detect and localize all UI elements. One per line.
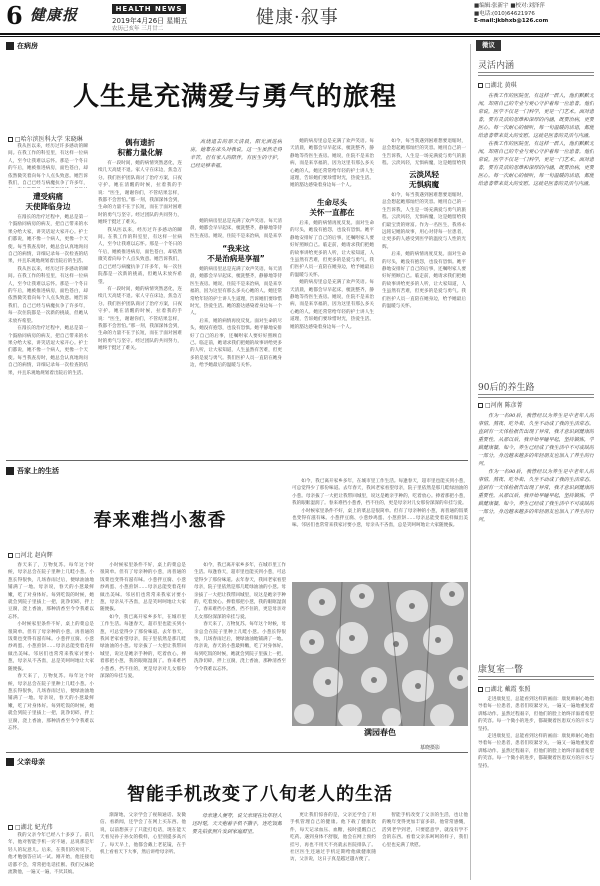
flower-photo bbox=[292, 582, 468, 740]
phone: ■电话:(010)64621976 bbox=[474, 10, 535, 17]
article1-col4-top: 她的病房里总是充满了欢声笑语。每天清晨，她都会早早起床，梳洗整齐，静静地等待医生查房。她说，住院不是来治病，而是来享福的，因为这里有那么多关心她的人。她还常常给年轻的护士讲人生道理，告诉她们要珍惜时光，热爱生活。她的豁达感染着身边每一个人。 bbox=[290, 139, 374, 189]
email: E-mail:jkbhxb@126.com bbox=[474, 18, 549, 24]
article1-subhead-1: 遭受病痛 天使降临身边 bbox=[25, 192, 71, 211]
article3-col5: 智能手机改变了父亲的生活，也让他的晚年变得更加丰富多彩。他常常感慨，活到老学到老，只要愿意学，就没有学不会的东西。看着父亲乐呵呵的样子，我们心里也充满了欣慰。 bbox=[382, 813, 468, 848]
photo-caption: 满园春色 bbox=[292, 726, 468, 740]
page-header bbox=[0, 0, 600, 30]
page-number: 6 bbox=[6, 1, 23, 30]
sidebar-ornament-2 bbox=[478, 394, 594, 398]
article1-col3-body: 她的病房里总是充满了欢声笑语。每天清晨，她都会早早起床，梳洗整齐，静静地等待医生查房。她说，住院不是来治病，而是来享福的，因为这里有那么多关心她的人。她还常常给年轻的护士讲人生道理，告诉她们要珍惜时光，热爱生活。她的豁达感染着身边每一个人。 后来，她的病情再度反复。面对生命的尽头，她没有抱怨，也没有恐惧。她平静地安排好了自己的后事，还嘱咐家人要好好照顾自己。临走前，她请求我们把她的故事讲给更多的人听，让大家知道，人生虽然有苦难，但更多的是爱与勇气。我们医护人员一直陪在她身边，给予她最后的温暖与关怀。 bbox=[190, 267, 282, 369]
article1-col1-top: 我从医以来，经历过许多感动的瞬间。在我工作的科室里，有这样一位病人，至今让我难以忘怀。那是一个冬日的午后，她被推进病房，面色苍白，却依然微笑着向每个人点头致意。她告诉我们，自己已经与病魔抗争了许多年， bbox=[8, 144, 88, 187]
article1-byline: □哈尔滨医科大学 宋晓琳 bbox=[8, 134, 83, 143]
article2-bottom-rule bbox=[6, 752, 468, 753]
sidebar-block3-text: 走进康复室，总能看到这样的画面：康复师耐心地指导着每一位患者，患者们咬紧牙关，一遍又一遍地重复着训练动作。虽然过程艰辛，但他们的脸上始终洋溢着希望的笑容。每一个微小的进步，都凝聚着医患双方的汗水与坚持。 走进康复室，总能看到这样的画面：康复师耐心地指导着每一位患者，患者们咬紧牙关，一遍又一遍地重复着训练动作。虽然过程艰辛，但他们的脸上始终洋溢着希望的笑容。每一个微小的进步，都凝聚着医患双方的汗水与坚持。 bbox=[478, 697, 594, 769]
header-rule bbox=[0, 33, 600, 35]
article1-subhead-5: 云淡风轻 无惧病魔 bbox=[409, 170, 439, 189]
sidebar-ornament-3 bbox=[478, 676, 594, 680]
article1-col5-top: 如今，每当我遇到困难想要退缩时，总会想起她那灿烂的笑容。她用自己的一生告诉我，人生是一场充满爱与勇气的旅程。云淡风轻，无惧病魔，这是她留给我 bbox=[382, 139, 466, 167]
sidebar-block1-text: 在我工作的医院里，有这样一群人，他们默默无闻，却用自己的专业与爱心守护着每一位患者。他们常说，医学不仅是一门科学，更是一门艺术。面对患者，要有灵活的思维和深厚的内涵，既要治病，更要医心。每一次耐心的倾听，每一句温暖的话语，都能给患者带来莫大的安慰。这就是医者的灵活与内涵。 在我工作的医院里，有这样一群人，他们默默无闻，却用自己的专业与爱心守护着每一位患者。他们常说，医学不仅是一门科学，更是一门艺术。面对患者，要有灵活的思维和深厚的内涵，既要治病，更要医心。每一次耐心的倾听，每一句温暖的话语，都能给患者带来莫大的安慰。这就是医者的灵活与内涵。 bbox=[478, 93, 594, 187]
article1-headline: 人生是充满爱与勇气的旅程 bbox=[72, 82, 397, 112]
article1-col3-quote: 高烧退去的那天清晨，阳光洒进病房，她靠在床头对我说，这一生虽然走得辛苦，但有家人的陪伴，有医生的守护，已经足够幸福。 bbox=[190, 139, 282, 169]
sidebar-block1-byline: □湖北 黄琪 bbox=[478, 80, 517, 89]
editor: ■编辑:张新宇 bbox=[474, 3, 509, 9]
article1-subhead-2: 偶有遗折 积蓄力量化解 bbox=[117, 138, 163, 157]
article3-col3-quote: 母亲逢人便夸，说父亲现在比年轻人还时髦，天天抱着手机不撒手，连吃饭都要先拍张照片发到家庭群里。 bbox=[192, 813, 282, 835]
article1-col4-body: 后来，她的病情再度反复。面对生命的尽头，她没有抱怨，也没有恐惧。她平静地安排好了自己的后事，还嘱咐家人要好好照顾自己。临走前，她请求我们把她的故事讲给更多的人听，让大家知道，人生虽然有苦难，但更多的是爱与勇气。我们医护人员一直陪在她身边，给予她最后的温暖与关怀。 她的病房里总是充满了欢声笑语。每天清晨，她都会早早起床，梳洗整齐，静静地等待医生查房。她说，住院不是来治病，而是来享福的，因为这里有那么多关心她的人。她还常常给年轻的护士讲人生道理，告诉她们要珍惜时光，热爱生活。她的豁达感染着身边每一个人。 bbox=[290, 221, 374, 330]
article2-col3: 如今，我已离开家乡多年，在城市里工作生活。每逢春天，超市里也能买到小葱，可总觉得少了那份味道。去年春天，我回老家看望母亲，院子里依然是那几畦绿油油的小葱。母亲拔了一大把让我带回城里，说这是她亲手种的，吃着放心。捧着那把小葱，我的眼眶湿润了。春来难挡小葱香，挡不住的，更是母亲对儿女那份深深的牵挂与爱。 春天来了，万物复苏。每年这个时候，母亲总会在院子里种上几畦小葱。小葱长得很快，几场春雨过后，便绿油油地铺满了一地。母亲说，春天的小葱最鲜嫩，吃了对身体好。每到吃饭的时候，她就会到院子里拔上一把，洗净切碎，拌上豆腐，浇上香油，那种清香至今令我难以忘怀。 bbox=[194, 563, 286, 672]
sidebar-tag: 微议 bbox=[476, 40, 501, 51]
article2-byline: □河北 赵向辉 bbox=[8, 550, 53, 559]
sidebar-block2-title: 90后的养生路 bbox=[478, 383, 535, 393]
proofreader: ■校对:刘泽萍 bbox=[510, 3, 545, 9]
article2-headline: 春来难挡小葱香 bbox=[93, 510, 227, 531]
article1-bottom-rule bbox=[6, 460, 468, 461]
article2-col4: 如今，我已离开家乡多年，在城市里工作生活。每逢春天，超市里也能买到小葱，可总觉得少了那份味道。去年春天，我回老家看望母亲，院子里依然是那几畦绿油油的小葱。母亲拔了一大把让我带回城里，说这是她亲手种的，吃着放心。捧着那把小葱，我的眼眶湿润了。春来难挡小葱香，挡不住的，更是母亲对儿女那份深深的牵挂与爱。 小时候家里条件不好，桌上的菜总是很简单。但有了母亲种的小葱，再普通的饭菜也变得有滋有味。小葱拌豆腐、小葱炒鸡蛋、小葱煎饼……母亲总能变着花样做出美味。邻居们也常常来我家讨要小葱，母亲从不吝啬，总是笑呵呵地让大家随便拔。 bbox=[292, 479, 468, 529]
sidebar-block2-byline: □河南 陈彦菁 bbox=[478, 400, 523, 409]
issue-date: 2019年4月26日 星期五 bbox=[112, 17, 188, 25]
paper-logo: 健康报 bbox=[30, 6, 79, 24]
section-tag-ward: 在病房 bbox=[6, 40, 38, 52]
sidebar-block3-title: 康复室一瞥 bbox=[478, 665, 524, 675]
article3-byline: □湖北 妃光伟 bbox=[8, 822, 53, 831]
article2-col2: 小时候家里条件不好，桌上的菜总是很简单。但有了母亲种的小葱，再普通的饭菜也变得有滋有味。小葱拌豆腐、小葱炒鸡蛋、小葱煎饼……母亲总能变着花样做出美味。邻居们也常常来我家讨要小葱，母亲从不吝啬，总是笑呵呵地让大家随便拔。 如今，我已离开家乡多年，在城市里工作生活。每逢春天，超市里也能买到小葱，可总觉得少了那份味道。去年春天，我回老家看望母亲，院子里依然是那几畦绿油油的小葱。母亲拔了一大把让我带回城里，说这是她亲手种的，吃着放心。捧着那把小葱，我的眼眶湿润了。春来难挡小葱香，挡不住的，更是母亲对儿女那份深深的牵挂与爱。 bbox=[100, 563, 186, 680]
photo-credit: 慕晓摄影 bbox=[420, 745, 441, 751]
article1-subhead-3: “我来这 不是治病是享福” bbox=[207, 244, 265, 263]
header-rule-thin bbox=[0, 36, 600, 37]
article3-col4: 更让我们惊喜的是，父亲还学会了用手机管理自己的健康。他下载了健康软件，每天记录血压、血糖，按时提醒自己吃药。遇到身体不舒服，他会在网上预约挂号，再也不用天不亮就去医院排队了。社区医生还通过手机定期给他做健康随访，父亲说，这日子真是越过越方便了。 bbox=[290, 813, 376, 863]
sidebar-divider bbox=[470, 44, 471, 880]
article1-col3-mid: 她的病房里总是充满了欢声笑语。每天清晨，她都会早早起床，梳洗整齐，静静地等待医生查房。她说，住院不是来治病，而是来享 bbox=[190, 219, 282, 239]
article3-col2: 渐渐地，父亲学会了视频通话、发微信、看新闻，还学会了在网上买东西。他说，以前想孩子了只能打电话，现在能天天看见孙子孙女的模样，心里别提多高兴了。每天早上，他都会戴上老花镜，在手机上看看天下大事，然后讲给母亲听。 bbox=[100, 813, 186, 856]
article1-col5-body: 如今，每当我遇到困难想要退缩时，总会想起她那灿烂的笑容。她用自己的一生告诉我，人生是一场充满爱与勇气的旅程。云淡风轻，无惧病魔，这是她留给我们最宝贵的财富。作为一名医生，我将永远铭记她的故事，用心对待每一位患者，让更多的人感受到医学的温度与人性的光辉。 后来，她的病情再度反复。面对生命的尽头，她没有抱怨，也没有恐惧。她平静地安排好了自己的后事，还嘱咐家人要好好照顾自己。临走前，她请求我们把她的故事讲给更多的人听，让大家知道，人生虽然有苦难，但更多的是爱与勇气。我们医护人员一直陪在她身边，给予她最后的温暖与关怀。 bbox=[382, 193, 466, 310]
article2-col1: 春天来了，万物复苏。每年这个时候，母亲总会在院子里种上几畦小葱。小葱长得很快，几场春雨过后，便绿油油地铺满了一地。母亲说，春天的小葱最鲜嫩，吃了对身体好。每到吃饭的时候，她就会到院子里拔上一把，洗净切碎，拌上豆腐，浇上香油，那种清香至今令我难以忘怀。 小时候家里条件不好，桌上的菜总是很简单。但有了母亲种的小葱，再普通的饭菜也变得有滋有味。小葱拌豆腐、小葱炒鸡蛋、小葱煎饼……母亲总能变着花样做出美味。邻居们也常常来我家讨要小葱，母亲从不吝啬，总是笑呵呵地让大家随便拔。 春天来了，万物复苏。每年这个时候，母亲总会在院子里种上几畦小葱。小葱长得很快，几场春雨过后，便绿油油地铺满了一地。母亲说，春天的小葱最鲜嫩，吃了对身体好。每到吃饭的时候，她就会到院子里拔上一把，洗净切碎，拌上豆腐，浇上香油，那种清香至今令我难以忘怀。 bbox=[8, 563, 94, 731]
lunar-date: 农历己亥年 三月廿二 bbox=[112, 26, 164, 32]
article1-subhead-4: 生命尽头 关怀一直都在 bbox=[309, 198, 355, 217]
section-tag-parents: 父亲母亲 bbox=[6, 756, 45, 768]
article1-col1-body: 在漫长的治疗过程中，她总是第一个鼓励同病房的病友，把自己带来的水果分给大家，讲笑话逗大家开心。护士们都说，她不像一个病人，更像一个天使。每当我查房时，她总会认真地询问自己的病情，详细记录每一次检查的结果，并且乐观地规划着出院后的生活。 我从医以来，经历过许多感动的瞬间。在我工作的科室里，有这样一位病人，至今让我难以忘怀。那是一个冬日的午后，她被推进病房，面色苍白，却依然微笑着向每个人点头致意。她告诉我们，自己已经与病魔抗争了许多年，每一次住院都是一次新的挑战，但她从未放弃希望。 在漫长的治疗过程中，她总是第一个鼓励同病房的病友，把自己带来的水果分给大家，讲笑话逗大家开心。护士们都说，她不像一个病人，更像一个天使。每当我查房时，她总会认真地询问自己的病情，详细记录每一次检查的结果，并且乐观地规划着出院后的生活。 bbox=[8, 215, 88, 376]
article3-col1: 我的父亲今年已经八十多岁了。前几年，他对智能手机一窍不通，总说那是年轻人的玩意儿。后来，在我们的劝说下，他才勉强答应试一试。刚开始，他连接电话都不会，常常把电话挂断。我们兄妹轮流教他，一遍又一遍，不厌其烦。 bbox=[8, 833, 94, 876]
editorial-meta bbox=[474, 3, 598, 26]
sidebar-block3-byline: □湖北 戴霞 张照 bbox=[478, 684, 530, 693]
sidebar-block1-title: 灵活内涵 bbox=[478, 61, 515, 71]
section-tag-life: 吾家上的生活 bbox=[6, 465, 59, 477]
section-badge: HEALTH NEWS bbox=[112, 4, 186, 14]
article1-col2: 有一段时间，她的病情突然恶化，连续几天高烧不退。家人守在床边，焦急万分。我们医护团队商讨了治疗方案，日夜守护。她在清醒的时候，拉着我的手说：“医生，谢谢你们，不管结果怎样，我都不会害怕。”那一刻，我深深体会到，生命的力量不在于长短，而在于面对困难时的勇气与坚守。经过团队的共同努力，她终于挺过了难关。 我从医以来，经历过许多感动的瞬间。在我工作的科室里，有这样一位病人，至今让我难以忘怀。那是一个冬日的午后，她被推进病房，面色苍白，却依然微笑着向每个人点头致意。她告诉我们，自己已经与病魔抗争了许多年，每一次住院都是一次新的挑战，但她从未放弃希望。 有一段时间，她的病情突然恶化，连续几天高烧不退。家人守在床边，焦急万分。我们医护团队商讨了治疗方案，日夜守护。她在清醒的时候，拉着我的手说：“医生，谢谢你们，不管结果怎样，我都不会害怕。”那一刻，我深深体会到，生命的力量不在于长短，而在于面对困难时的勇气与坚守。经过团队的共同努力，她终于挺过了难关。 bbox=[98, 161, 182, 352]
section-title: 健康·叙事 bbox=[256, 7, 339, 28]
sidebar-block2-text: 作为一名90后，我曾经以为养生是中老年人的事情。熬夜、吃外卖、久坐不动成了我的生活常态。直到有一天体检报告出现了异常，我才意识到健康的重要性。从那以后，我开始早睡早起，坚持锻炼，学做健康餐。如今，养生已经成了我生活中不可或缺的一部分，身边越来越多的年轻朋友也加入了养生的行列。 作为一名90后，我曾经以为养生是中老年人的事情。熬夜、吃外卖、久坐不动成了我的生活常态。直到有一天体检报告出现了异常，我才意识到健康的重要性。从那以后，我开始早睡早起，坚持锻炼，学做健康餐。如今，养生已经成了我生活中不可或缺的一部分，身边越来越多的年轻朋友也加入了养生的行列。 bbox=[478, 413, 594, 523]
sidebar-ornament bbox=[478, 72, 594, 76]
flower-illustration bbox=[292, 582, 468, 740]
article3-headline: 智能手机改变了八旬老人的生活 bbox=[127, 784, 393, 805]
